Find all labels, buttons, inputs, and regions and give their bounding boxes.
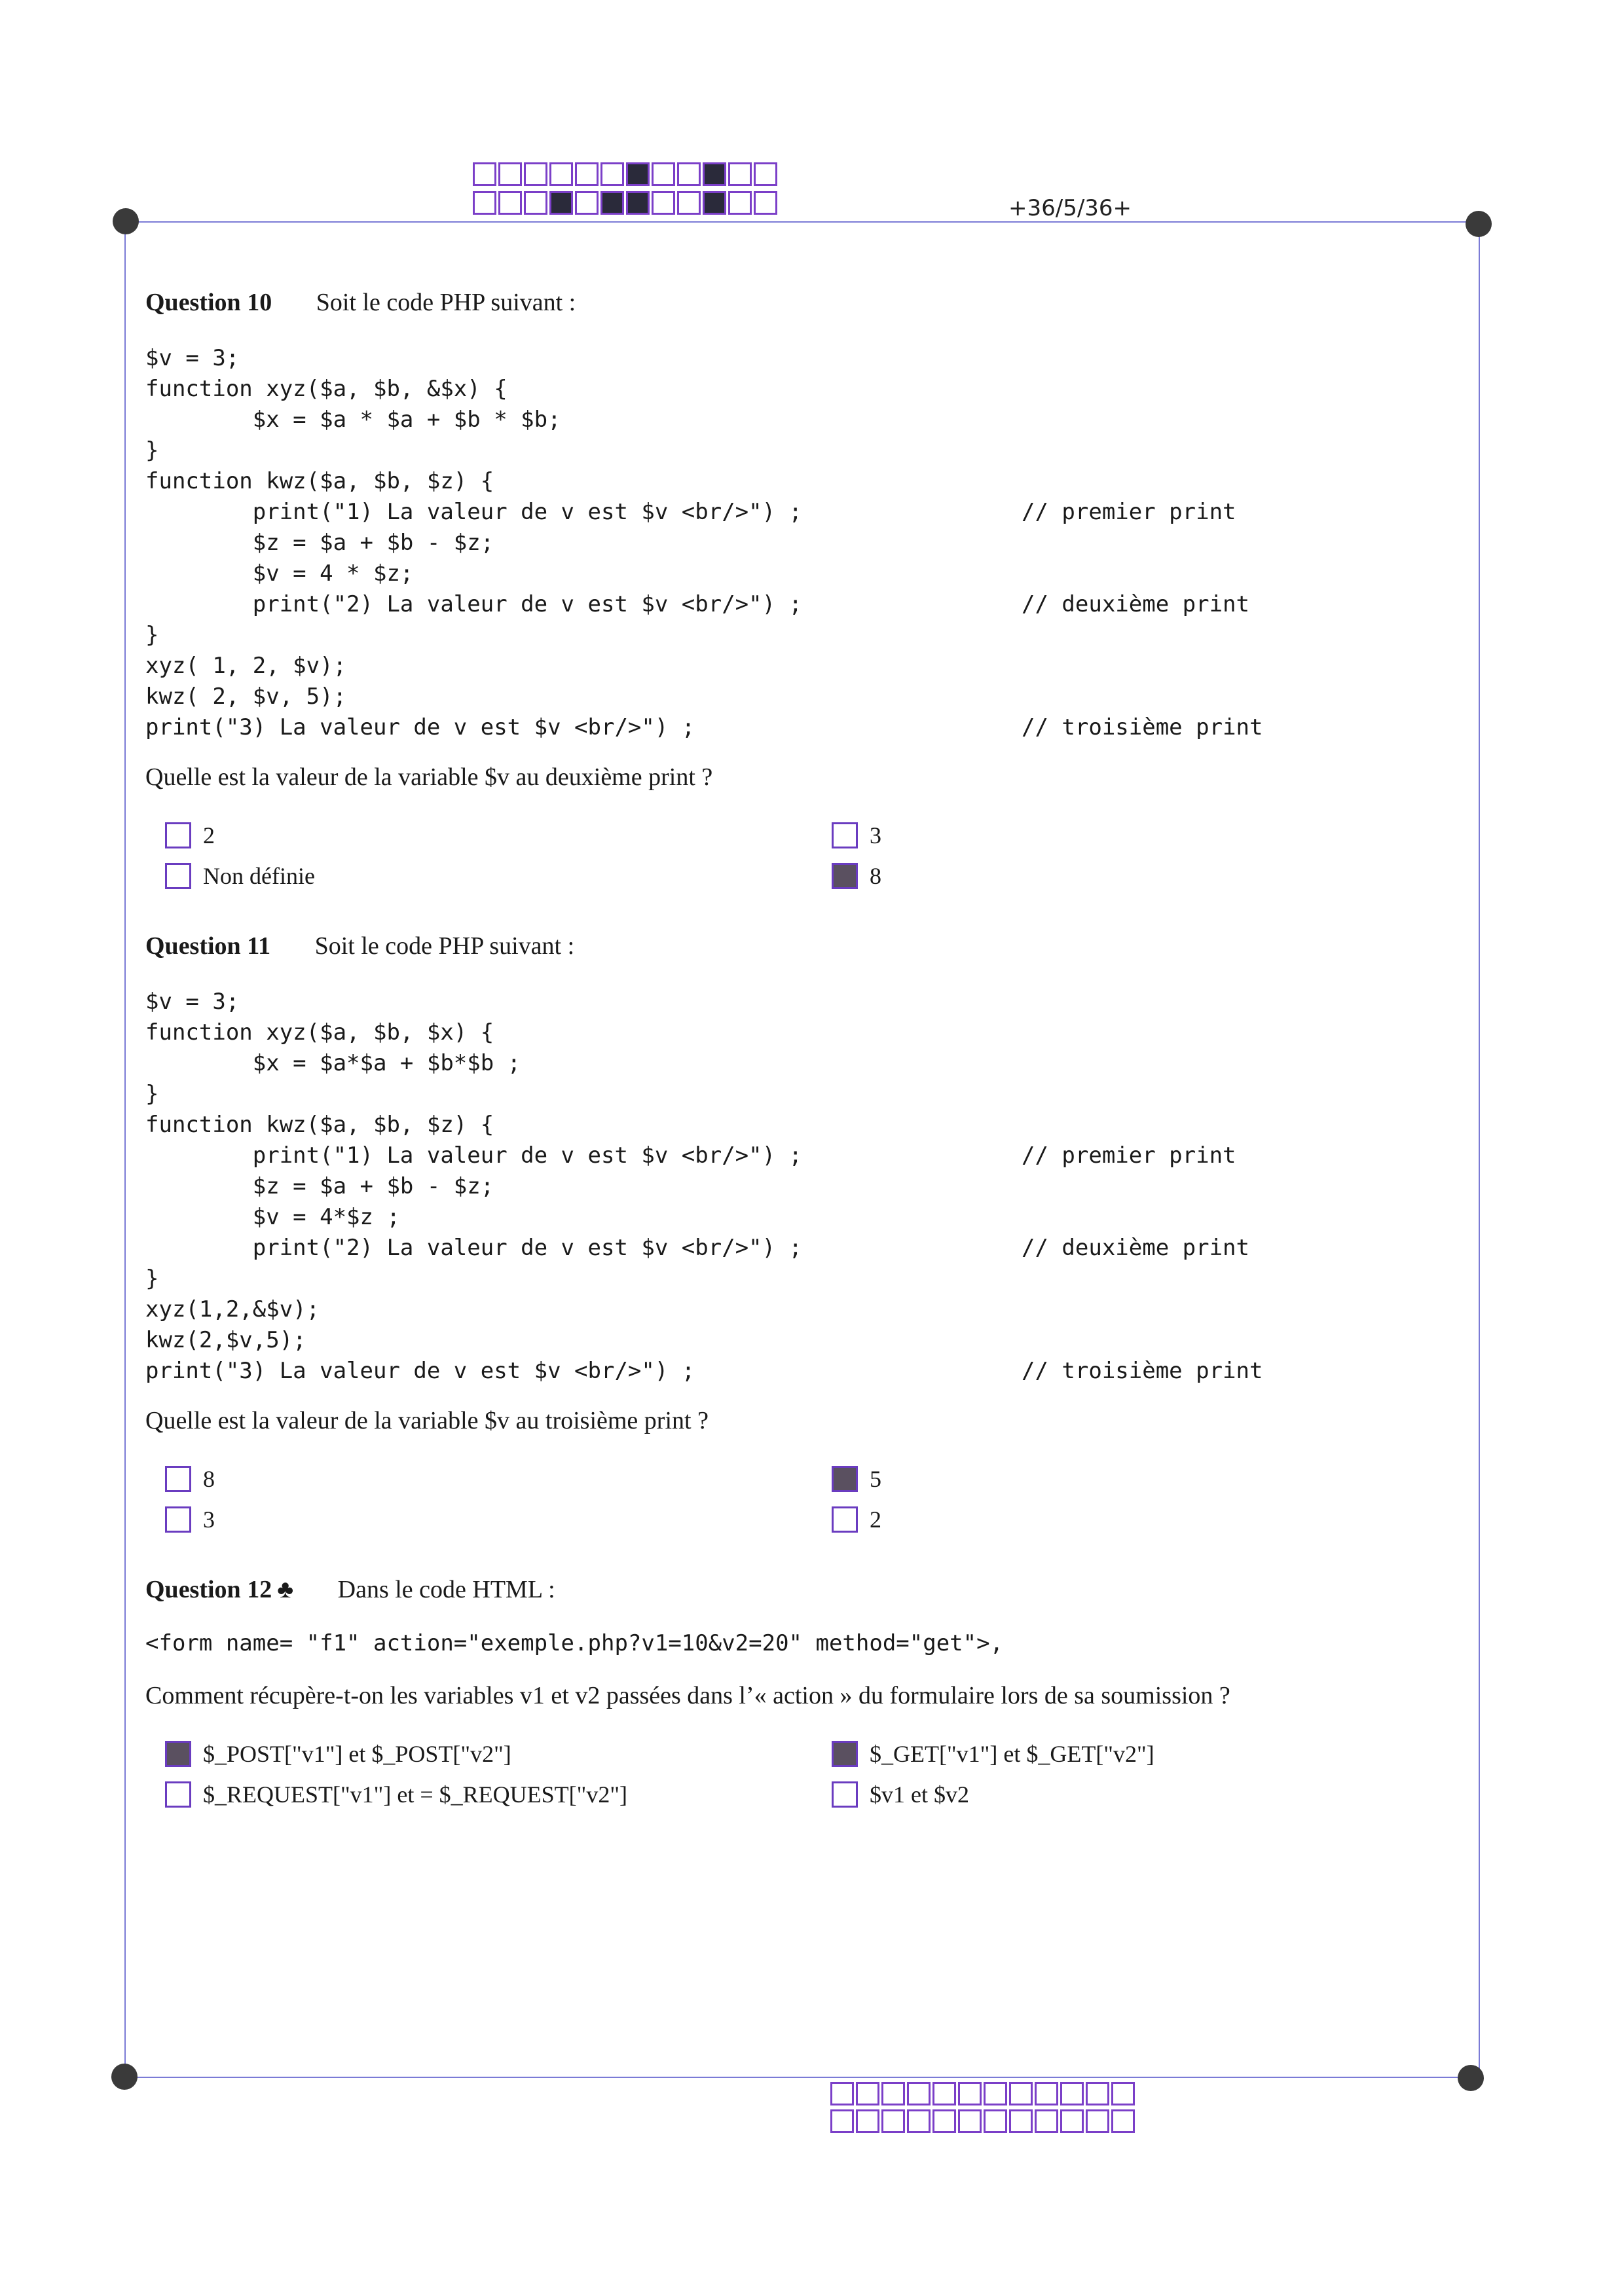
code-text: kwz( 2, $v, 5);	[145, 683, 347, 710]
code-text: $x = $a*$a + $b*$b ;	[145, 1050, 521, 1076]
question-10	[145, 288, 1324, 907]
code-cell	[549, 162, 573, 186]
code-line	[145, 682, 1324, 712]
code-line	[145, 1264, 1324, 1294]
answer-checkbox[interactable]	[832, 1741, 858, 1767]
question-number: Question 12	[145, 1576, 272, 1603]
code-cell	[677, 162, 701, 186]
code-text: xyz( 1, 2, $v);	[145, 653, 347, 679]
answer-label: $_REQUEST["v1"] et = $_REQUEST["v2"]	[203, 1781, 628, 1808]
code-cell	[626, 162, 650, 186]
code-text: print("3) La valeur de v est $v <br/>") ;	[145, 714, 695, 740]
code-cell	[498, 191, 522, 215]
answer-label: 8	[870, 863, 881, 889]
code-cell	[600, 162, 624, 186]
answer-label: $_GET["v1"] et $_GET["v2"]	[870, 1741, 1154, 1767]
code-text: $z = $a + $b - $z;	[145, 530, 494, 556]
code-cell	[600, 191, 624, 215]
code-text: print("1) La valeur de v est $v <br/>") ;	[145, 499, 803, 525]
code-text: function xyz($a, $b, $x) {	[145, 1019, 494, 1046]
code-cell	[703, 191, 726, 215]
code-cell	[754, 191, 777, 215]
code-line	[145, 1325, 1324, 1356]
code-line	[145, 405, 1324, 435]
answer-option[interactable]	[832, 1506, 881, 1533]
answer-option[interactable]	[832, 1740, 1154, 1768]
code-text: $z = $a + $b - $z;	[145, 1173, 494, 1199]
code-text: }	[145, 1266, 159, 1292]
code-text: $x = $a * $a + $b * $b;	[145, 407, 561, 433]
code-comment: // premier print	[1022, 499, 1236, 525]
code-comment: // troisième print	[1022, 714, 1263, 740]
question-intro: Dans le code HTML :	[337, 1576, 555, 1603]
code-cell	[754, 162, 777, 186]
code-cell	[1035, 2109, 1058, 2133]
code-cell	[652, 191, 675, 215]
code-cell	[524, 191, 547, 215]
code-text: function xyz($a, $b, &$x) {	[145, 376, 507, 402]
code-cell	[932, 2109, 956, 2133]
code-line	[145, 1171, 1324, 1202]
php-code-block	[145, 343, 1324, 743]
answer-checkbox[interactable]	[165, 1506, 191, 1533]
question-intro: Soit le code PHP suivant :	[314, 932, 575, 960]
code-comment: // deuxième print	[1022, 591, 1249, 617]
code-cell	[677, 191, 701, 215]
code-line	[145, 1110, 1324, 1140]
answer-checkbox[interactable]	[165, 1741, 191, 1767]
corner-mark-bottom-right	[1458, 2065, 1484, 2091]
answer-option[interactable]	[165, 1781, 627, 1808]
code-line	[145, 1294, 1324, 1325]
code-cell	[1009, 2109, 1033, 2133]
code-cell	[856, 2082, 879, 2105]
code-line	[145, 1048, 1324, 1079]
code-line	[145, 1140, 1324, 1171]
bottom-answer-code-row-2	[830, 2109, 1137, 2133]
code-text: $v = 3;	[145, 989, 240, 1015]
code-cell	[830, 2082, 854, 2105]
code-line	[145, 589, 1324, 620]
code-cell	[498, 162, 522, 186]
code-text: print("1) La valeur de v est $v <br/>") ;	[145, 1142, 803, 1169]
code-cell	[524, 162, 547, 186]
code-text: function kwz($a, $b, $z) {	[145, 468, 494, 494]
page-content	[145, 288, 1324, 1850]
answer-checkbox[interactable]	[832, 863, 858, 889]
answer-checkbox[interactable]	[165, 1781, 191, 1808]
answer-label: 5	[870, 1466, 881, 1492]
answer-grid	[145, 822, 1324, 907]
answer-option[interactable]	[832, 1465, 881, 1493]
code-text: }	[145, 622, 159, 648]
code-cell	[830, 2109, 854, 2133]
answer-label: 2	[203, 822, 215, 848]
code-line	[145, 1356, 1324, 1387]
code-line	[145, 528, 1324, 558]
code-cell	[958, 2082, 982, 2105]
answer-label: 3	[870, 822, 881, 848]
code-line	[145, 558, 1324, 589]
answer-checkbox[interactable]	[832, 1466, 858, 1492]
question-12	[145, 1575, 1324, 1825]
code-line	[145, 620, 1324, 651]
question-label: Question 10	[145, 289, 272, 316]
code-cell	[575, 162, 599, 186]
code-cell	[652, 162, 675, 186]
code-cell	[1111, 2109, 1135, 2133]
answer-checkbox[interactable]	[165, 822, 191, 848]
bottom-answer-code-row-1	[830, 2082, 1137, 2105]
question-prompt: Comment récupère-t-on les variables v1 et v2 passées dans l’« action » du formulaire lors de sa soumission ?	[145, 1682, 1230, 1709]
answer-option[interactable]	[832, 862, 881, 890]
php-code-block	[145, 987, 1324, 1387]
question-prompt: Quelle est la valeur de la variable $v au troisième print ?	[145, 1407, 709, 1434]
answer-option[interactable]	[832, 1781, 969, 1808]
page-id: +36/5/36+	[1008, 195, 1132, 221]
corner-mark-top-left	[113, 208, 139, 234]
code-line	[145, 374, 1324, 405]
code-cell	[728, 162, 752, 186]
code-cell	[1009, 2082, 1033, 2105]
code-cell	[1060, 2082, 1084, 2105]
answer-option[interactable]	[165, 1740, 511, 1768]
code-line	[145, 497, 1324, 528]
code-cell	[549, 191, 573, 215]
code-cell	[703, 162, 726, 186]
code-text: $v = 4 * $z;	[145, 560, 414, 587]
code-cell	[473, 162, 496, 186]
top-id-code-row-1	[473, 162, 779, 186]
code-cell	[1111, 2082, 1135, 2105]
code-cell	[575, 191, 599, 215]
answer-checkbox[interactable]	[165, 1466, 191, 1492]
code-cell	[856, 2109, 879, 2133]
code-cell	[1086, 2109, 1109, 2133]
answer-checkbox[interactable]	[832, 822, 858, 848]
code-line	[145, 651, 1324, 682]
question-label: Question 11	[145, 932, 271, 960]
code-line	[145, 1017, 1324, 1048]
question-label	[145, 1576, 293, 1603]
answer-label: $v1 et $v2	[870, 1781, 969, 1808]
question-intro: Soit le code PHP suivant :	[316, 289, 576, 316]
code-cell	[1060, 2109, 1084, 2133]
answer-label: $_POST["v1"] et $_POST["v2"]	[203, 1741, 511, 1767]
code-cell	[881, 2082, 905, 2105]
answer-label: 3	[203, 1506, 215, 1533]
answer-checkbox[interactable]	[165, 863, 191, 889]
code-text: xyz(1,2,&$v);	[145, 1296, 320, 1322]
code-line	[145, 435, 1324, 466]
code-cell	[907, 2082, 931, 2105]
code-text: print("2) La valeur de v est $v <br/>") ;	[145, 1235, 803, 1261]
code-comment: // deuxième print	[1022, 1235, 1249, 1261]
code-line	[145, 1079, 1324, 1110]
question-header	[145, 932, 1324, 960]
code-text: kwz(2,$v,5);	[145, 1327, 306, 1353]
answer-option[interactable]	[165, 862, 315, 890]
code-cell	[907, 2109, 931, 2133]
code-text: print("2) La valeur de v est $v <br/>") ;	[145, 591, 803, 617]
question-header	[145, 288, 1324, 317]
club-icon: ♣	[277, 1576, 294, 1603]
code-line	[145, 987, 1324, 1017]
code-cell	[932, 2082, 956, 2105]
answer-option[interactable]	[165, 822, 215, 849]
answer-grid	[145, 1740, 1324, 1825]
answer-label: 8	[203, 1466, 215, 1492]
answer-option[interactable]	[832, 822, 881, 849]
question-11	[145, 932, 1324, 1550]
code-line	[145, 466, 1324, 497]
corner-mark-bottom-left	[111, 2064, 138, 2090]
answer-label: 2	[870, 1506, 881, 1533]
top-id-code-row-2	[473, 191, 779, 215]
code-cell	[984, 2109, 1007, 2133]
corner-mark-top-right	[1466, 211, 1492, 237]
html-code-line: <form name= "f1" action="exemple.php?v1=10&v2=20" method="get">,	[145, 1630, 1004, 1656]
code-cell	[958, 2109, 982, 2133]
code-cell	[626, 191, 650, 215]
code-cell	[728, 191, 752, 215]
code-cell	[473, 191, 496, 215]
answer-checkbox[interactable]	[832, 1506, 858, 1533]
answer-checkbox[interactable]	[832, 1781, 858, 1808]
question-prompt: Quelle est la valeur de la variable $v au deuxième print ?	[145, 763, 713, 791]
code-text: $v = 4*$z ;	[145, 1204, 400, 1230]
answer-option[interactable]	[165, 1506, 215, 1533]
code-cell	[984, 2082, 1007, 2105]
code-cell	[1035, 2082, 1058, 2105]
code-comment: // premier print	[1022, 1142, 1236, 1169]
answer-option[interactable]	[165, 1465, 215, 1493]
code-cell	[881, 2109, 905, 2133]
code-text: $v = 3;	[145, 345, 240, 371]
code-text: function kwz($a, $b, $z) {	[145, 1112, 494, 1138]
code-text: print("3) La valeur de v est $v <br/>") ;	[145, 1358, 695, 1384]
answer-label: Non définie	[203, 863, 315, 889]
question-header	[145, 1575, 1324, 1604]
answer-grid	[145, 1465, 1324, 1550]
code-text: }	[145, 437, 159, 464]
code-line	[145, 712, 1324, 743]
code-line	[145, 343, 1324, 374]
code-comment: // troisième print	[1022, 1358, 1263, 1384]
code-line	[145, 1202, 1324, 1233]
code-text: }	[145, 1081, 159, 1107]
code-line	[145, 1233, 1324, 1264]
code-cell	[1086, 2082, 1109, 2105]
